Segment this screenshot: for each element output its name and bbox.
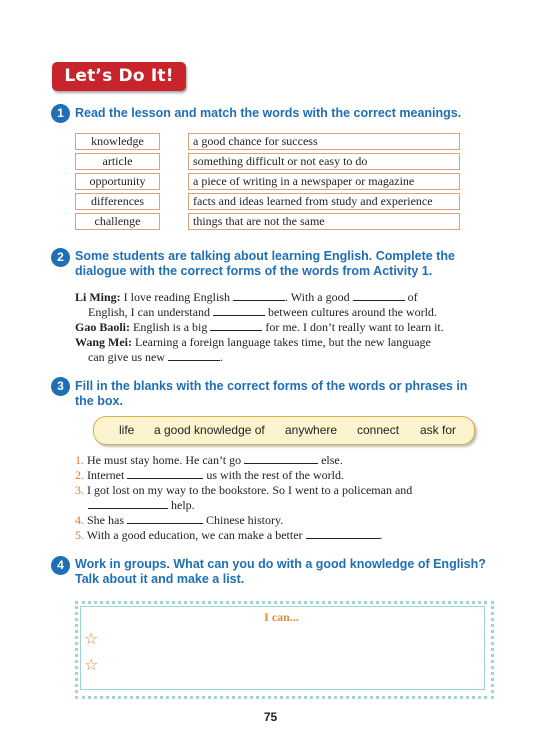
box-word: anywhere: [285, 423, 338, 437]
word-box: knowledge: [75, 133, 160, 150]
dialogue: [75, 290, 475, 365]
item-number: 1.: [75, 453, 84, 467]
answer-blank[interactable]: [353, 290, 405, 301]
dialogue-text: can give us new: [88, 350, 168, 364]
exercise-item: [75, 513, 495, 528]
word-box-panel: [93, 416, 475, 445]
word-box: challenge: [75, 213, 160, 230]
instruction-line: the box.: [75, 394, 123, 408]
speaker-name: Wang Mei:: [75, 335, 132, 349]
item-text: .: [379, 528, 383, 542]
answer-blank[interactable]: [127, 468, 203, 479]
answer-blank[interactable]: [213, 305, 265, 316]
answer-blank[interactable]: [127, 513, 203, 524]
speaker-name: Li Ming:: [75, 290, 121, 304]
answer-blank[interactable]: [244, 453, 318, 464]
item-text: He must stay home. He can’t go: [84, 453, 245, 467]
dialogue-line: [75, 320, 475, 335]
list-title: I can...: [264, 610, 299, 624]
item-number: 5.: [75, 528, 84, 542]
dialogue-text: for me. I don’t really want to learn it.: [262, 320, 444, 334]
item-text: I got lost on my way to the bookstore. So I went to a policeman and: [84, 483, 413, 497]
answer-blank[interactable]: [233, 290, 285, 301]
activity-4-instruction: [75, 557, 495, 587]
answer-blank[interactable]: [210, 320, 262, 331]
word-box: opportunity: [75, 173, 160, 190]
exercise-item: [75, 528, 495, 543]
speaker-name: Gao Baoli:: [75, 320, 131, 334]
item-text: else.: [318, 453, 343, 467]
instruction-line: Work in groups. What can you do with a good knowledge of English?: [75, 557, 486, 571]
dialogue-line: [75, 350, 475, 365]
dialogue-line: [75, 335, 475, 350]
item-number: 4.: [75, 513, 84, 527]
item-text: With a good education, we can make a better: [84, 528, 306, 542]
box-word: a good knowledge of: [154, 423, 265, 437]
dialogue-text: .: [219, 350, 223, 364]
dialogue-line: [75, 305, 475, 320]
word-box: article: [75, 153, 160, 170]
instruction-line: Talk about it and make a list.: [75, 572, 245, 586]
item-number: 2.: [75, 468, 84, 482]
instruction-line: Some students are talking about learning English. Complete the: [75, 249, 455, 263]
answer-blank[interactable]: [306, 528, 380, 539]
box-word: life: [119, 423, 135, 437]
star-icon: ☆: [84, 629, 99, 648]
activity-2-instruction: [75, 249, 495, 279]
activity-4-number: 4: [51, 556, 70, 575]
answer-blank[interactable]: [88, 498, 168, 509]
meaning-box: a piece of writing in a newspaper or magazine: [188, 173, 460, 190]
exercise-item: [75, 453, 495, 468]
item-text: Chinese history.: [203, 513, 284, 527]
item-text: She has: [84, 513, 127, 527]
exercise-item: [75, 468, 495, 483]
dialogue-text: I love reading English: [120, 290, 233, 304]
star-icon: ☆: [84, 655, 99, 674]
activity-3-number: 3: [51, 377, 70, 396]
meaning-box: something difficult or not easy to do: [188, 153, 460, 170]
instruction-line: Fill in the blanks with the correct forms of the words or phrases in: [75, 379, 468, 393]
exercise-item: [75, 483, 495, 498]
dialogue-text: . With a good: [284, 290, 353, 304]
activity-3-instruction: [75, 379, 495, 409]
dialogue-text: English is a big: [130, 320, 211, 334]
meaning-box: things that are not the same: [188, 213, 460, 230]
meaning-box: a good chance for success: [188, 133, 460, 150]
word-box: differences: [75, 193, 160, 210]
dialogue-text: Learning a foreign language takes time, but the new language: [132, 335, 431, 349]
instruction-line: dialogue with the correct forms of the words from Activity 1.: [75, 264, 433, 278]
box-word: ask for: [420, 423, 457, 437]
exercise-item-continued: [75, 498, 495, 513]
dialogue-text: between cultures around the world.: [264, 305, 437, 319]
dialogue-text: of: [404, 290, 418, 304]
dialogue-text: English, I can understand: [88, 305, 213, 319]
page-number: 75: [263, 710, 278, 724]
answer-blank[interactable]: [168, 350, 220, 361]
item-number: 3.: [75, 483, 84, 497]
activity-1-number: 1: [51, 104, 70, 123]
item-text: Internet: [84, 468, 128, 482]
item-text: us with the rest of the world.: [203, 468, 344, 482]
activity-2-number: 2: [51, 248, 70, 267]
item-text: help.: [168, 498, 195, 512]
meaning-box: facts and ideas learned from study and experience: [188, 193, 460, 210]
box-word: connect: [357, 423, 400, 437]
exercise-list: [75, 453, 495, 543]
activity-1-instruction: Read the lesson and match the words with the correct meanings.: [75, 106, 462, 120]
dialogue-line: [75, 290, 475, 305]
section-banner: Let’s Do It!: [52, 62, 186, 91]
